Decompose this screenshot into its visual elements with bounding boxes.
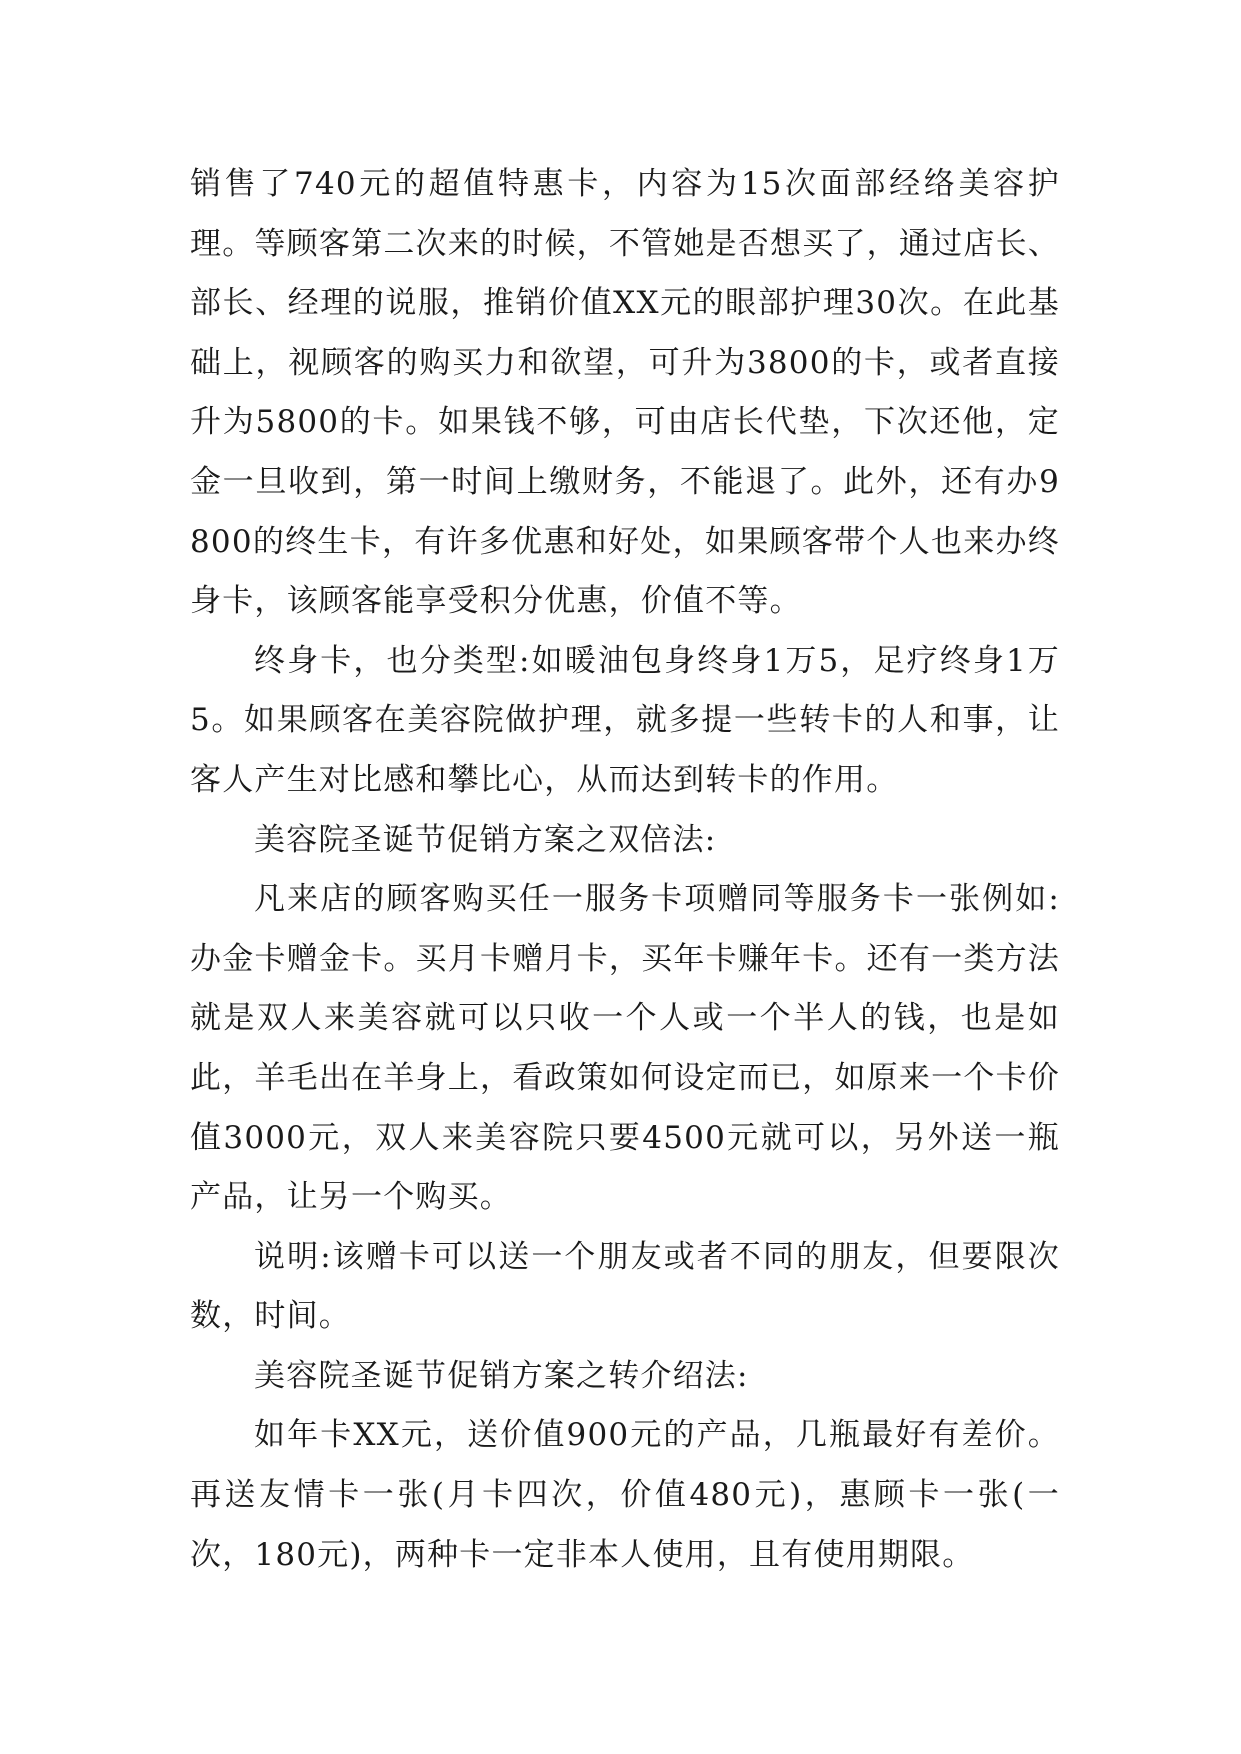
paragraph-double-method: 凡来店的顾客购买任一服务卡项赠同等服务卡一张例如:办金卡赠金卡。买月卡赠月卡，买年卡赚年卡。还有一类方法就是双人来美容就可以只收一个人或一个半人的钱，也是如此，羊毛出在羊身上，看政策如何设定而已，如原来一个卡价值3000元，双人来美容院只要4500元就可以，另外送一瓶产品，让另一个购买。 bbox=[190, 881, 1060, 1216]
paragraph-card-sales: 销售了740元的超值特惠卡，内容为15次面部经络美容护理。等顾客第二次来的时候，不管她是否想买了，通过店长、部长、经理的说服，推销价值XX元的眼部护理30次。在此基础上，视顾客的购买力和欲望，可升为3800的卡，或者直接升为5800的卡。如果钱不够，可由店长代垫，下次还他，定金一旦收到，第一时间上缴财务，不能退了。此外，还有办9800的终生卡，有许多优惠和好处，如果顾客带个人也来办终身卡，该顾客能享受积分优惠，价值不等。 bbox=[190, 166, 1060, 620]
section-heading-referral: 美容院圣诞节促销方案之转介绍法: bbox=[254, 1357, 749, 1394]
section-heading-double: 美容院圣诞节促销方案之双倍法: bbox=[254, 821, 717, 858]
paragraph-note: 说明:该赠卡可以送一个朋友或者不同的朋友，但要限次数，时间。 bbox=[190, 1238, 1060, 1335]
document-body bbox=[190, 155, 1060, 1585]
paragraph-lifetime-card: 终身卡，也分类型:如暖油包身终身1万5，足疗终身1万5。如果顾客在美容院做护理，就多提一些转卡的人和事，让客人产生对比感和攀比心，从而达到转卡的作用。 bbox=[190, 642, 1060, 798]
paragraph-referral-method: 如年卡XX元，送价值900元的产品，几瓶最好有差价。再送友情卡一张(月卡四次，价值480元)，惠顾卡一张(一次，180元)，两种卡一定非本人使用，且有使用期限。 bbox=[190, 1417, 1060, 1573]
